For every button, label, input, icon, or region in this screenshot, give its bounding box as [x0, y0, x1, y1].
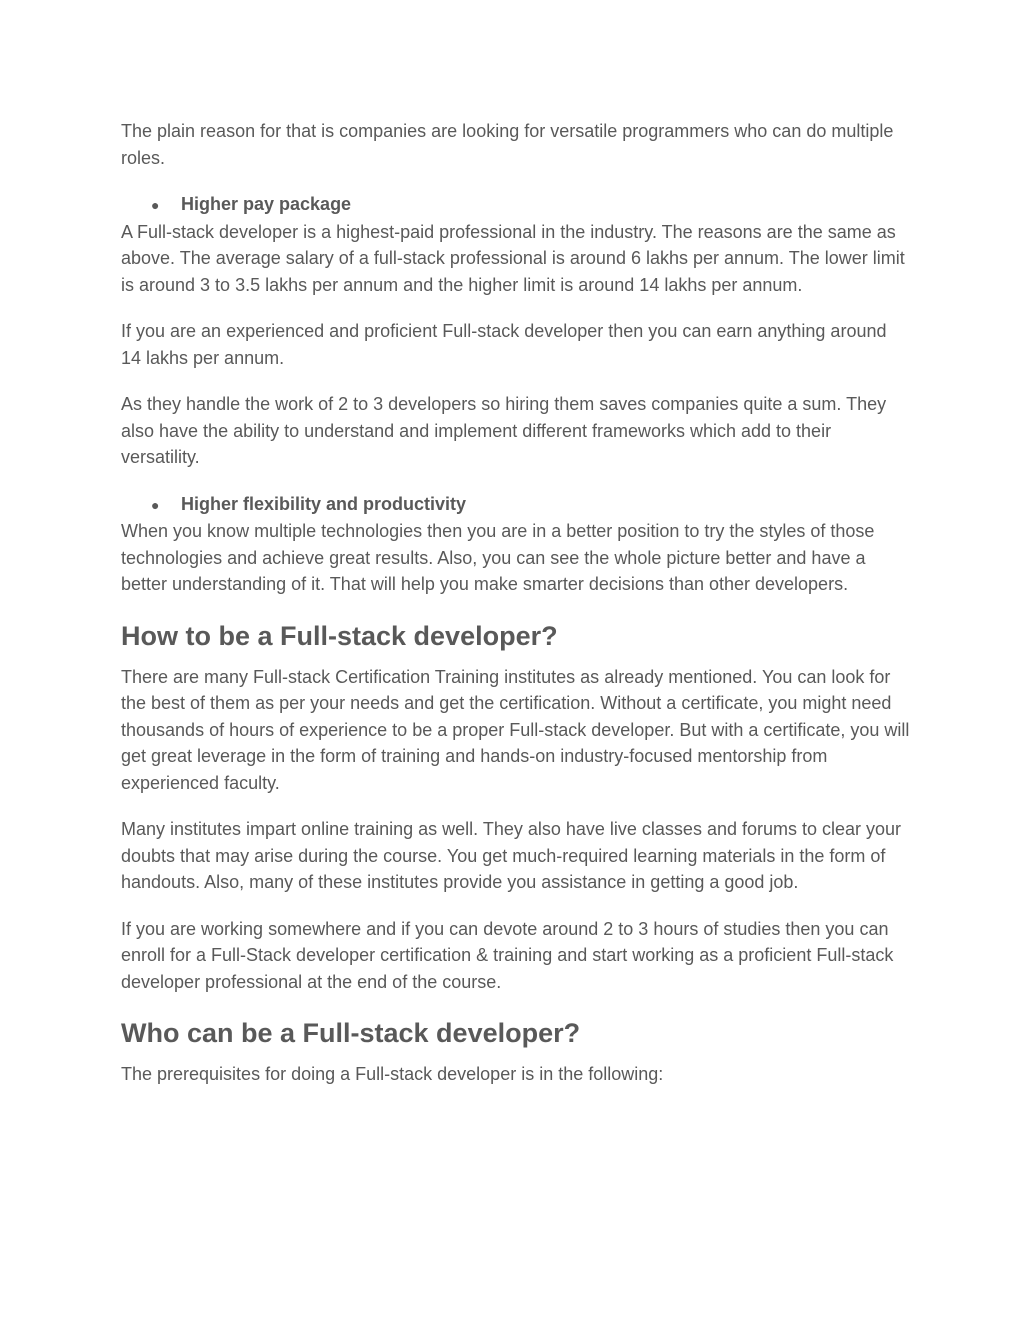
bullet-icon: ● [151, 496, 160, 513]
paragraph-multiple-technologies: When you know multiple technologies then you are in a better position to try the styles of those technologies and achieve great results. Also, you can see the whole picture better and have a better understanding of it. That will help you make smarter decisions than other developers. [121, 521, 875, 594]
document-page [121, 118, 911, 1108]
bullet-title: Higher flexibility and productivity [181, 493, 467, 514]
bullet-title: Higher pay package [181, 194, 352, 214]
bullet-item-higher-pay [121, 191, 911, 219]
bullet-item-flexibility [121, 491, 911, 519]
paragraph-enroll: If you are working somewhere and if you can devote around 2 to 3 hours of studies then you can enroll for a Full-Stack developer certification & training and start working as a proficient Full-stack developer professional at the end of the course. [121, 918, 894, 992]
paragraph-salary: A Full-stack developer is a highest-paid professional in the industry. The reasons are the same as above. The average salary of a full-stack professional is around 6 lakhs per annum. The lower limit is around 3 to 3.5 lakhs per annum and the higher limit is around 14 lakhs per annum. [121, 221, 905, 295]
paragraph-experienced-earn: If you are an experienced and proficient Full-stack developer then you can earn anything around 14 lakhs per annum. [121, 321, 887, 368]
bullet-icon: ● [151, 197, 160, 213]
section-heading-how-to: How to be a Full-stack developer? [121, 620, 558, 651]
paragraph-hiring-saves: As they handle the work of 2 to 3 developers so hiring them saves companies quite a sum. They also have the ability to understand and implement different frameworks which add to their versatility. [121, 394, 887, 467]
section-heading-who-can: Who can be a Full-stack developer? [121, 1018, 581, 1048]
paragraph-certification-institutes: There are many Full-stack Certification Training institutes as already mentioned. You can look for the best of them as per your needs and get the certification. Without a certificate, you might need thousands of hours of experience to be a proper Full-stack developer. But with a certificate, you will get great leverage in the form of training and hands-on industry-focused mentorship from experienced faculty. [121, 666, 910, 793]
paragraph-online-training: Many institutes impart online training as well. They also have live classes and forums to clear your doubts that may arise during the course. You get much-required learning materials in the form of handouts. Also, many of these institutes provide you assistance in getting a good job. [121, 819, 902, 892]
paragraph-versatile-programmers: The plain reason for that is companies are looking for versatile programmers who can do multiple roles. [121, 121, 894, 168]
paragraph-prerequisites: The prerequisites for doing a Full-stack developer is in the following: [121, 1064, 664, 1084]
